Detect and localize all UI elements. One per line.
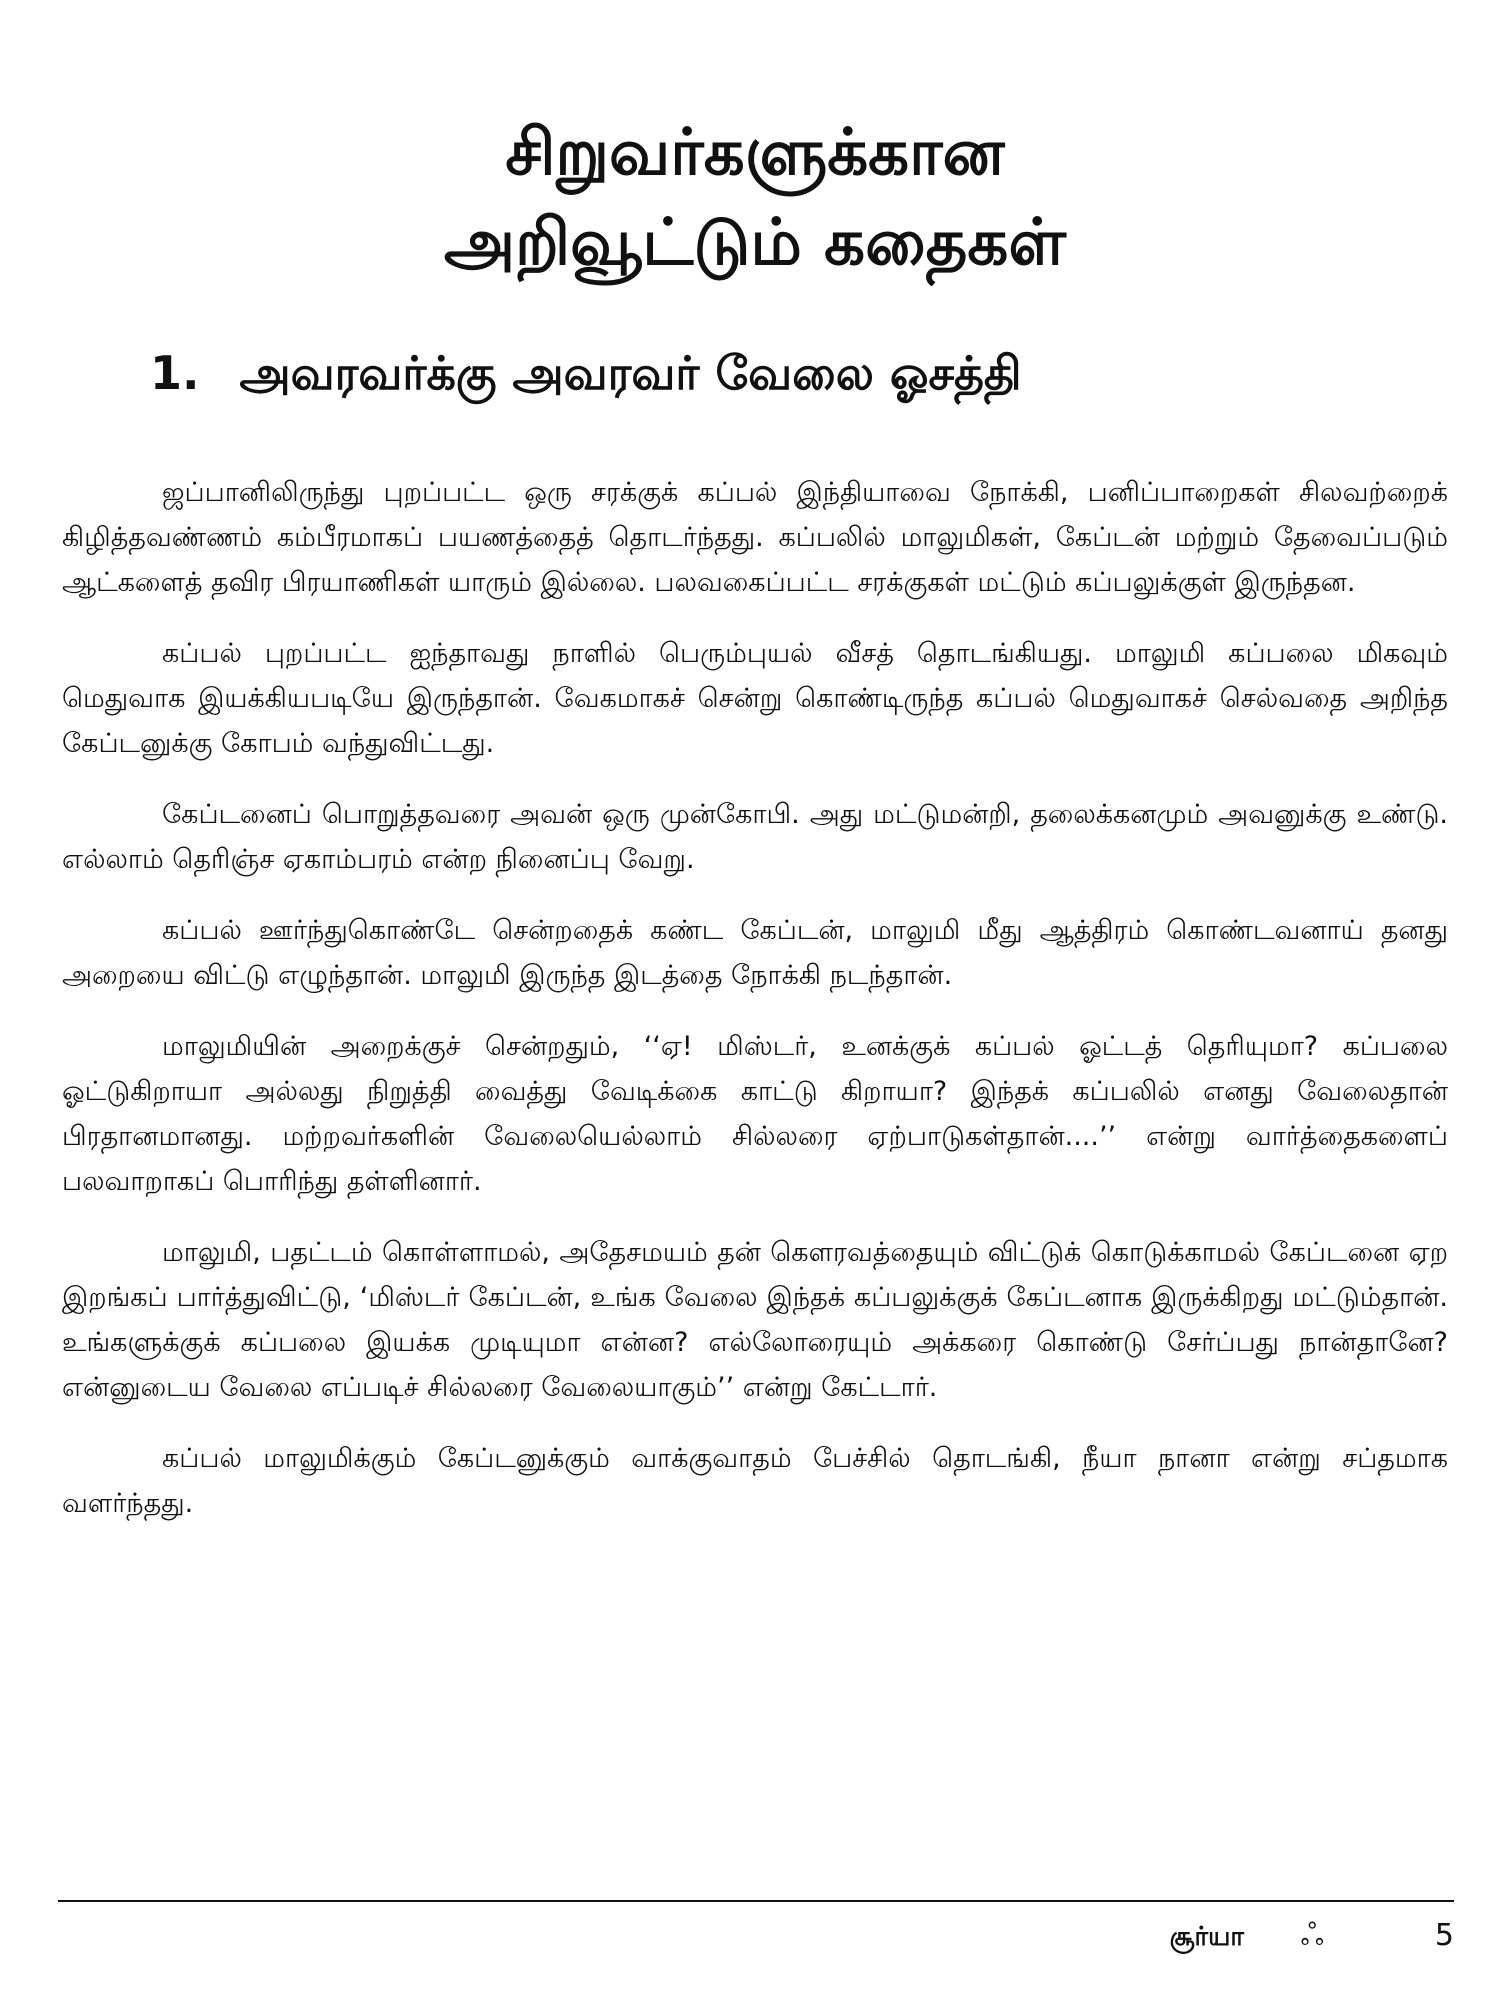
footer-divider	[58, 1900, 1454, 1902]
footer-author: சூர்யா	[1169, 1922, 1244, 1952]
paragraph: கேப்டனைப் பொறுத்தவரை அவன் ஒரு முன்கோபி. அது மட்டுமன்றி, தலைக்கனமும் அவனுக்கு உண்டு. எல்லாம் தெரிஞ்ச ஏகாம்பரம் என்ற நினைப்பு வேறு.	[62, 799, 1449, 875]
story-body	[62, 470, 1448, 1526]
book-title-line-1: சிறுவர்களுக்கான	[505, 116, 1005, 190]
paragraph: மாலுமியின் அறைக்குச் சென்றதும், ‘‘ஏ! மிஸ்டர், உனக்குக் கப்பல் ஓட்டத் தெரியுமா? கப்பலை ஓட்டுகிறாயா அல்லது நிறுத்தி வைத்து வேடிக்கை காட்டு கிறாயா? இந்தக் கப்பலில் எனது வேலைதான் பிரதானமானது. மற்றவர்களின் வேலையெல்லாம் சில்லரை ஏற்பாடுகள்தான்....’’ என்று வார்த்தைகளைப் பலவாறாகப் பொரிந்து தள்ளினார்.	[62, 1031, 1448, 1197]
page-footer	[58, 1918, 1454, 1958]
paragraph: ஜப்பானிலிருந்து புறப்பட்ட ஒரு சரக்குக் கப்பல் இந்தியாவை நோக்கி, பனிப்பாறைகள் சிலவற்றைக் கிழித்தவண்ணம் கம்பீரமாகப் பயணத்தைத் தொடர்ந்தது. கப்பலில் மாலுமிகள், கேப்டன் மற்றும் தேவைப்படும் ஆட்களைத் தவிர பிரயாணிகள் யாரும் இல்லை. பலவகைப்பட்ட சரக்குகள் மட்டும் கப்பலுக்குள் இருந்தன.	[62, 477, 1448, 598]
paragraph: கப்பல் மாலுமிக்கும் கேப்டனுக்கும் வாக்குவாதம் பேச்சில் தொடங்கி, நீயா நானா என்று சப்தமாக வளர்ந்தது.	[62, 1443, 1448, 1519]
chapter-number: 1.	[150, 346, 200, 400]
chapter-title: அவரவர்க்கு அவரவர் வேலை ஓசத்தி	[239, 346, 1022, 400]
paragraph: கப்பல் புறப்பட்ட ஐந்தாவது நாளில் பெரும்புயல் வீசத் தொடங்கியது. மாலுமி கப்பலை மிகவும் மெதுவாக இயக்கியபடியே இருந்தான். வேகமாகச் சென்று கொண்டிருந்த கப்பல் மெதுவாகச் செல்வதை அறிந்த கேப்டனுக்கு கோபம் வந்துவிட்டது.	[62, 638, 1448, 759]
footer-ornament: ஃ	[1300, 1918, 1324, 1953]
page-number: 5	[1434, 1918, 1454, 1953]
book-title-line-2: அறிவூட்டும் கதைகள்	[443, 206, 1067, 280]
book-title	[62, 0, 1448, 288]
paragraph: மாலுமி, பதட்டம் கொள்ளாமல், அதேசமயம் தன் கௌரவத்தையும் விட்டுக் கொடுக்காமல் கேப்டனை ஏற இறங்கப் பார்த்துவிட்டு, ‘மிஸ்டர் கேப்டன், உங்க வேலை இந்தக் கப்பலுக்குக் கேப்டனாக இருக்கிறது மட்டும்தான். உங்களுக்குக் கப்பலை இயக்க முடியுமா என்ன? எல்லோரையும் அக்கரை கொண்டு சேர்ப்பது நான்தானே? என்னுடைய வேலை எப்படிச் சில்லரை வேலையாகும்’’ என்று கேட்டார்.	[62, 1237, 1448, 1403]
chapter-heading	[62, 342, 1448, 404]
paragraph: கப்பல் ஊர்ந்துகொண்டே சென்றதைக் கண்ட கேப்டன், மாலுமி மீது ஆத்திரம் கொண்டவனாய் தனது அறையை விட்டு எழுந்தான். மாலுமி இருந்த இடத்தை நோக்கி நடந்தான்.	[62, 915, 1448, 991]
